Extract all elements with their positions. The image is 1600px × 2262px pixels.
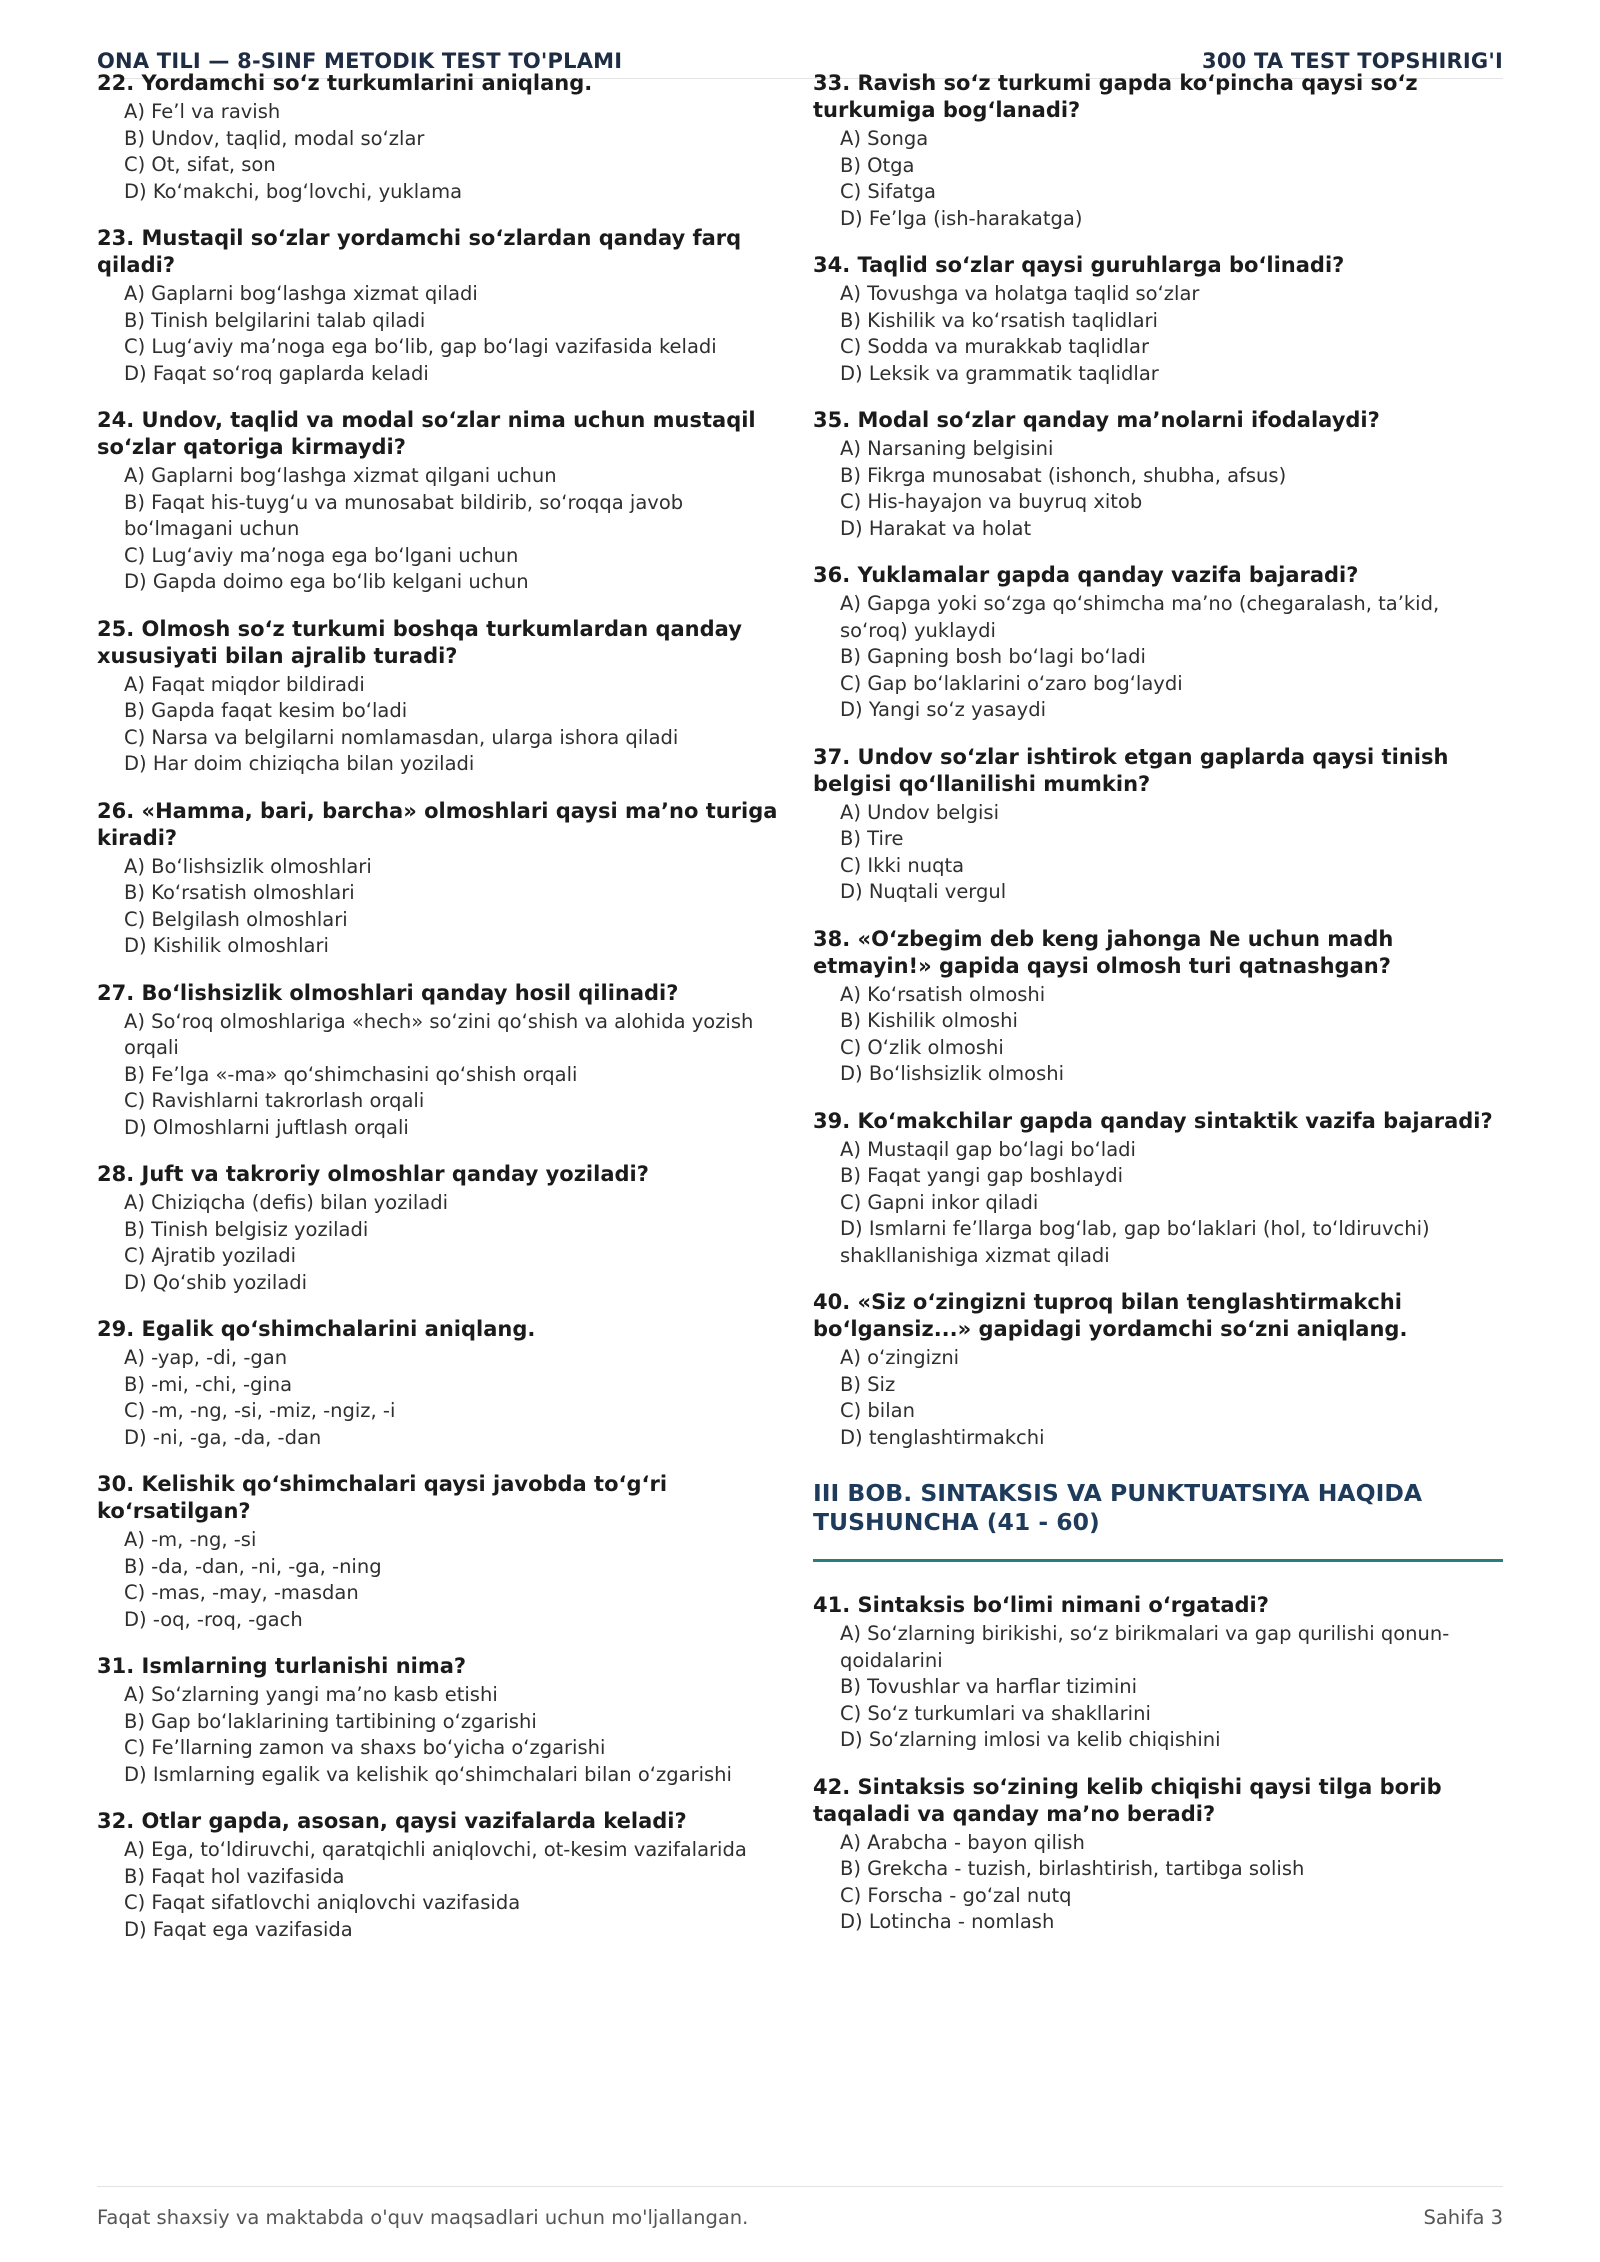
answer-option: A) Chiziqcha (defis) bilan yoziladi [124, 1191, 449, 1214]
question-title: 23. Mustaqil so‘zlar yordamchi so‘zlardan qanday farq qiladi? [97, 226, 742, 277]
answer-option: C) bilan [840, 1399, 915, 1422]
answer-option: C) So‘z turkumlari va shakllarini [840, 1701, 1151, 1725]
header-subtitle: 300 TA TEST TOPSHIRIG'I [1202, 49, 1503, 73]
answer-option: C) Belgilash olmoshlari [124, 907, 348, 931]
question-block [813, 562, 1503, 724]
answer-option: D) Ismlarning egalik va kelishik qo‘shimchalari bilan o‘zgarishi [124, 1762, 732, 1786]
question-block [97, 1653, 780, 1788]
answer-option: D) Ismlarni fe’llarga bog‘lab, gap bo‘laklari (hol, to‘ldiruvchi) shakllanishiga xizmat qiladi [840, 1217, 1430, 1267]
answer-option: A) Songa [840, 127, 929, 150]
question-block [97, 616, 780, 778]
question-title: 38. «O‘zbegim deb keng jahonga Ne uchun madh etmayin!» gapida qaysi olmosh turi qatnashgan? [813, 926, 1394, 978]
answer-option: A) Tovushga va holatga taqlid so‘zlar [840, 282, 1200, 305]
question-block [97, 1161, 780, 1296]
question-title: 31. Ismlarning turlanishi nima? [97, 1654, 467, 1678]
question-block [97, 407, 780, 596]
answer-option: A) Ega, to‘ldiruvchi, qaratqichli aniqlovchi, ot-kesim vazifalarida [124, 1838, 747, 1861]
answer-option: A) Gapga yoki so‘zga qo‘shimcha ma’no (chegaralash, ta’kid, so‘roq) yuklaydi [840, 592, 1440, 642]
answer-option: A) Narsaning belgisini [840, 437, 1054, 460]
question-title: 22. Yordamchi so‘z turkumlarini aniqlang. [97, 71, 593, 95]
right-questions-bottom [813, 1592, 1503, 1936]
answer-option: B) Kishilik olmoshi [840, 1009, 1018, 1032]
answer-option: B) Undov, taqlid, modal so‘zlar [124, 126, 425, 150]
answer-option: C) Forscha - go‘zal nutq [840, 1883, 1072, 1907]
question-title: 29. Egalik qo‘shimchalarini aniqlang. [97, 1317, 536, 1341]
question-block [813, 744, 1503, 906]
answer-option: B) Gapning bosh bo‘lagi bo‘ladi [840, 645, 1146, 668]
answer-option: A) Gaplarni bog‘lashga xizmat qiladi [124, 282, 478, 305]
question-title: 27. Bo‘lishsizlik olmoshlari qanday hosil qilinadi? [97, 980, 679, 1005]
question-title: 36. Yuklamalar gapda qanday vazifa bajaradi? [813, 563, 1359, 587]
question-block [813, 926, 1503, 1088]
answer-option: C) Ot, sifat, son [124, 153, 276, 176]
answer-option: B) Gap bo‘laklarining tartibining o‘zgarishi [124, 1709, 537, 1733]
question-block [97, 225, 780, 387]
question-block [813, 1592, 1503, 1754]
answer-option: B) Faqat yangi gap boshlaydi [840, 1164, 1124, 1187]
question-title: 42. Sintaksis so‘zining kelib chiqishi qaysi tilga borib taqaladi va qanday ma’no beradi? [813, 1774, 1442, 1826]
answer-option: C) Fe’llarning zamon va shaxs bo‘yicha o‘zgarishi [124, 1736, 606, 1759]
answer-option: D) Olmoshlarni juftlash orqali [124, 1115, 409, 1139]
answer-option: D) Nuqtali vergul [840, 880, 1007, 903]
question-block [97, 70, 780, 205]
answer-option: D) Har doim chiziqcha bilan yoziladi [124, 752, 475, 775]
answer-option: B) Tovushlar va harflar tizimini [840, 1675, 1138, 1698]
answer-option: D) tenglashtirmakchi [840, 1425, 1045, 1449]
footer-note: Faqat shaxsiy va maktabda o'quv maqsadlari uchun mo'ljallangan. [97, 2205, 749, 2229]
question-block [97, 1471, 780, 1633]
answer-option: A) Faqat miqdor bildiradi [124, 672, 365, 696]
answer-option: A) Gaplarni bog‘lashga xizmat qilgani uchun [124, 464, 557, 487]
question-title: 39. Ko‘makchilar gapda qanday sintaktik vazifa bajaradi? [813, 1108, 1493, 1133]
question-title: 32. Otlar gapda, asosan, qaysi vazifalarda keladi? [97, 1809, 687, 1833]
answer-option: A) Bo‘lishsizlik olmoshlari [124, 854, 372, 878]
question-title: 30. Kelishik qo‘shimchalari qaysi javobda to‘g‘ri ko‘rsatilgan? [97, 1472, 668, 1523]
question-block [813, 407, 1503, 542]
page-footer [97, 2186, 1503, 2247]
question-block [813, 252, 1503, 387]
answer-option: A) -m, -ng, -si [124, 1528, 257, 1551]
question-title: 25. Olmosh so‘z turkumi boshqa turkumlardan qanday xususiyati bilan ajralib turadi? [97, 616, 742, 668]
question-block [813, 70, 1503, 232]
answer-option: B) Kishilik va ko‘rsatish taqlidlari [840, 308, 1158, 332]
left-column [97, 70, 780, 1963]
answer-option: A) Arabcha - bayon qilish [840, 1830, 1085, 1854]
answer-option: D) -oq, -roq, -gach [124, 1607, 303, 1631]
content-columns [97, 70, 1503, 1963]
question-title: 28. Juft va takroriy olmoshlar qanday yoziladi? [97, 1162, 649, 1186]
answer-option: A) Undov belgisi [840, 800, 999, 824]
answer-option: B) Fikrga munosabat (ishonch, shubha, afsus) [840, 463, 1287, 487]
answer-option: B) Siz [840, 1372, 896, 1396]
answer-option: D) Yangi so‘z yasaydi [840, 698, 1047, 721]
answer-option: A) o‘zingizni [840, 1346, 960, 1369]
answer-option: B) -mi, -chi, -gina [124, 1372, 293, 1396]
page-number: Sahifa 3 [1423, 2205, 1503, 2229]
answer-option: D) Ko‘makchi, bog‘lovchi, yuklama [124, 179, 463, 203]
answer-option: B) Fe’lga «-ma» qo‘shimchasini qo‘shish orqali [124, 1062, 578, 1086]
answer-option: D) So‘zlarning imlosi va kelib chiqishini [840, 1728, 1221, 1751]
answer-option: C) His-hayajon va buyruq xitob [840, 490, 1143, 513]
question-title: 35. Modal so‘zlar qanday ma’nolarni ifodalaydi? [813, 408, 1380, 432]
answer-option: B) -da, -dan, -ni, -ga, -ning [124, 1554, 382, 1578]
question-title: 37. Undov so‘zlar ishtirok etgan gaplarda qaysi tinish belgisi qo‘llanilishi mumkin? [813, 744, 1449, 796]
answer-option: C) O‘zlik olmoshi [840, 1035, 1004, 1059]
question-block [813, 1108, 1503, 1270]
answer-option: B) Faqat hol vazifasida [124, 1864, 345, 1888]
answer-option: A) So‘roq olmoshlariga «hech» so‘zini qo‘shish va alohida yozish orqali [124, 1009, 754, 1059]
answer-option: C) Gap bo‘laklarini o‘zaro bog‘laydi [840, 671, 1183, 695]
question-title: 26. «Hamma, bari, barcha» olmoshlari qaysi ma’no turiga kiradi? [97, 798, 778, 850]
answer-option: D) Lotincha - nomlash [840, 1910, 1055, 1933]
question-block [813, 1774, 1503, 1936]
answer-option: D) Leksik va grammatik taqlidlar [840, 361, 1159, 385]
answer-option: C) Ravishlarni takrorlash orqali [124, 1089, 425, 1112]
answer-option: A) Fe’l va ravish [124, 100, 281, 123]
answer-option: C) Ikki nuqta [840, 853, 965, 877]
question-title: 40. «Siz o‘zingizni tuproq bilan tenglashtirmakchi bo‘lgansiz...» gapidagi yordamchi so‘zni aniqlang. [813, 1290, 1408, 1341]
answer-option: B) Tinish belgilarini talab qiladi [124, 308, 426, 332]
answer-option: C) Ajratib yoziladi [124, 1244, 297, 1267]
answer-option: B) Grekcha - tuzish, birlashtirish, tartibga solish [840, 1857, 1305, 1880]
question-block [813, 1289, 1503, 1451]
answer-option: C) Sifatga [840, 180, 937, 203]
answer-option: C) Faqat sifatlovchi aniqlovchi vazifasida [124, 1891, 521, 1914]
question-title: 41. Sintaksis bo‘limi nimani o‘rgatadi? [813, 1593, 1269, 1617]
question-title: 33. Ravish so‘z turkumi gapda ko‘pincha qaysi so‘z turkumiga bog‘lanadi? [813, 71, 1418, 122]
answer-option: D) Harakat va holat [840, 516, 1032, 540]
answer-option: D) -ni, -ga, -da, -dan [124, 1425, 322, 1449]
question-block [97, 798, 780, 960]
answer-option: A) So‘zlarning birikishi, so‘z birikmalari va gap qurilishi qonun-qoidalarini [840, 1622, 1450, 1672]
question-block [97, 1808, 780, 1943]
answer-option: C) Narsa va belgilarni nomlamasdan, ularga ishora qiladi [124, 725, 679, 749]
section-heading [813, 1479, 1503, 1562]
question-title: 34. Taqlid so‘zlar qaysi guruhlarga bo‘linadi? [813, 253, 1345, 277]
answer-option: C) Lug‘aviy ma’noga ega bo‘lib, gap bo‘lagi vazifasida keladi [124, 335, 717, 358]
answer-option: A) So‘zlarning yangi ma’no kasb etishi [124, 1683, 498, 1706]
answer-option: C) -mas, -may, -masdan [124, 1581, 359, 1604]
answer-option: D) Fe’lga (ish-harakatga) [840, 206, 1083, 230]
question-block [97, 980, 780, 1142]
answer-option: D) Faqat ega vazifasida [124, 1917, 353, 1941]
answer-option: C) -m, -ng, -si, -miz, -ngiz, -i [124, 1399, 396, 1422]
question-title: 24. Undov, taqlid va modal so‘zlar nima uchun mustaqil so‘zlar qatoriga kirmaydi? [97, 408, 756, 459]
answer-option: C) Gapni inkor qiladi [840, 1190, 1039, 1214]
answer-option: A) Ko‘rsatish olmoshi [840, 982, 1046, 1006]
answer-option: D) Faqat so‘roq gaplarda keladi [124, 361, 429, 385]
answer-option: D) Gapda doimo ega bo‘lib kelgani uchun [124, 570, 529, 593]
question-block [97, 1316, 780, 1451]
answer-option: B) Gapda faqat kesim bo‘ladi [124, 699, 408, 722]
answer-option: B) Ko‘rsatish olmoshlari [124, 881, 355, 904]
section-title: III BOB. SINTAKSIS VA PUNKTUATSIYA HAQIDA TUSHUNCHA (41 - 60) [813, 1479, 1423, 1536]
answer-option: C) Lug‘aviy ma’noga ega bo‘lgani uchun [124, 543, 519, 567]
answer-option: A) Mustaqil gap bo‘lagi bo‘ladi [840, 1137, 1136, 1161]
header-title: ONA TILI — 8-SINF METODIK TEST TO'PLAMI [97, 49, 623, 73]
right-column [813, 70, 1503, 1963]
answer-option: D) Bo‘lishsizlik olmoshi [840, 1062, 1065, 1085]
answer-option: C) Sodda va murakkab taqlidlar [840, 335, 1149, 358]
answer-option: B) Tinish belgisiz yoziladi [124, 1217, 369, 1241]
answer-option: B) Tire [840, 827, 904, 850]
answer-option: B) Faqat his-tuyg‘u va munosabat bildirib, so‘roqqa javob bo‘lmagani uchun [124, 490, 684, 540]
answer-option: B) Otga [840, 153, 915, 177]
answer-option: A) -yap, -di, -gan [124, 1346, 288, 1369]
right-questions-top [813, 70, 1503, 1451]
answer-option: D) Qo‘shib yoziladi [124, 1270, 308, 1294]
answer-option: D) Kishilik olmoshlari [124, 934, 329, 957]
